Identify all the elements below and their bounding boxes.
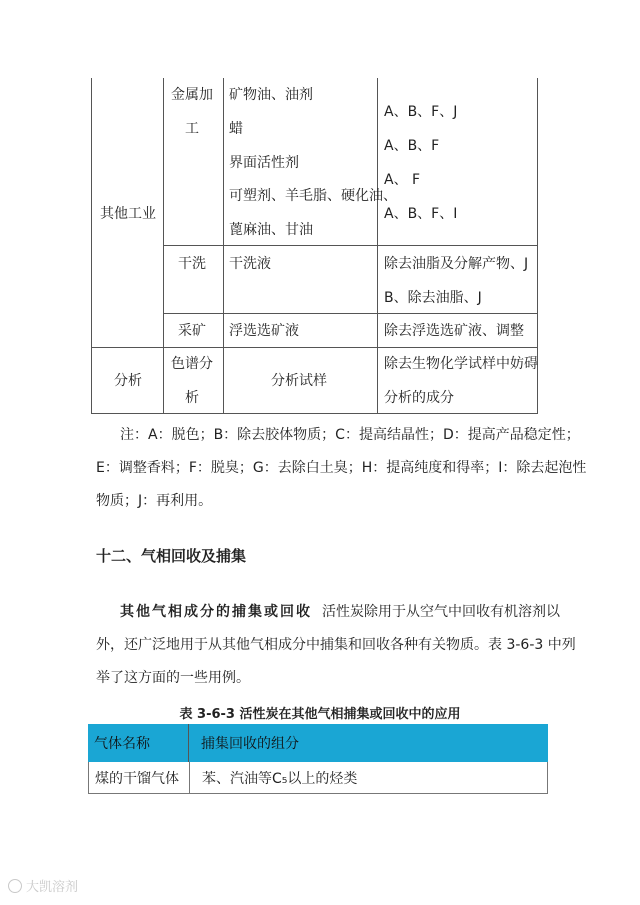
dry-clean-category: 干洗 [178,256,206,272]
metal-item: 蓖麻油、甘油 [229,222,313,238]
table-border [163,313,538,314]
table-border [163,245,538,246]
table-header-row [88,724,548,762]
note-line-2: E：调整香料；F：脱臭；G：去除白土臭；H：提高纯度和得率；I：除去起泡性 [96,460,587,476]
watermark-logo-icon [8,879,22,893]
section-heading: 十二、气相回收及捕集 [96,547,247,565]
metal-category-line2: 工 [185,121,199,137]
table-row [88,762,548,794]
metal-use: A、B、F、I [384,206,458,222]
mining-use: 除去浮选选矿液、调整 [384,323,524,339]
metal-category-line1: 金属加 [171,87,213,103]
note-line-3: 物质；J：再利用。 [96,493,213,509]
dry-clean-item: 干洗液 [229,256,271,272]
row-gas-name: 煤的干馏气体 [95,770,179,787]
paragraph-line-3: 举了这方面的一些用例。 [96,670,250,686]
chromatography-use-line2: 分析的成分 [384,390,454,406]
mining-item: 浮选选矿液 [229,323,299,339]
note-line-1: 注：A：脱色；B：除去胶体物质；C：提高结晶性；D：提高产品稳定性； [120,427,580,443]
metal-item: 蜡 [229,121,243,137]
table-border [91,413,538,414]
table-border [91,78,92,414]
paragraph-line-1-rest: 活性炭除用于从空气中回收有机溶剂以 [322,604,560,620]
mining-category: 采矿 [178,323,206,339]
chromatography-use-line1: 除去生物化学试样中妨碍 [384,356,538,372]
metal-use: A、B、F、J [384,104,458,120]
chromatography-category-line1: 色谱分 [171,356,213,372]
paragraph-line-1 [120,603,560,621]
table-caption: 表 3-6-3 活性炭在其他气相捕集或回收中的应用 [179,707,461,722]
row-recovered-components: 苯、汽油等C₅以上的烃类 [189,762,549,793]
table-border [163,78,164,414]
paragraph-bold-lead: 其他气相成分的捕集或回收 [120,604,312,620]
metal-item: 界面活性剂 [229,155,299,171]
metal-use: A、 F [384,172,421,188]
metal-item: 矿物油、油剂 [229,87,313,103]
table-border [91,347,538,348]
metal-item: 可塑剂、羊毛脂、硬化油、 [229,188,397,204]
chromatography-category-line2: 析 [185,390,199,406]
table-border [223,78,224,414]
dry-clean-use-line2: B、除去油脂、J [384,290,482,306]
table-border [377,78,378,414]
watermark-text: 大凯溶剂 [26,880,79,895]
dry-clean-use-line1: 除去油脂及分解产物、J [384,256,529,272]
chromatography-item: 分析试样 [271,373,327,389]
header-gas-name: 气体名称 [94,736,150,752]
metal-use: A、B、F [384,138,440,154]
industry-label: 其他工业 [100,206,156,222]
watermark [8,876,78,895]
paragraph-line-2: 外，还广泛地用于从其他气相成分中捕集和回收各种有关物质。表 3-6-3 中列 [96,637,576,653]
header-recovered-components: 捕集回收的组分 [188,724,548,762]
analysis-label: 分析 [114,373,142,389]
